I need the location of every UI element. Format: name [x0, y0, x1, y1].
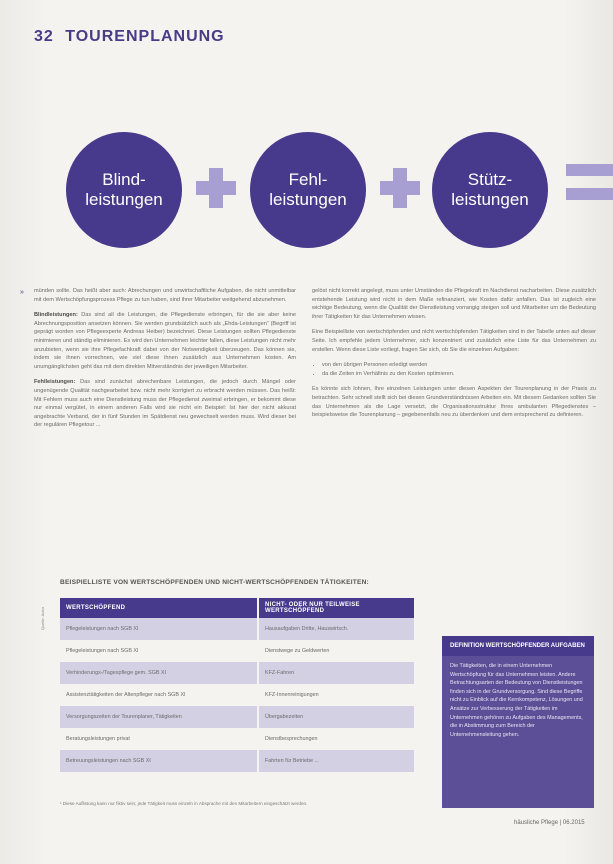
blind-paragraph [34, 311, 296, 371]
bullet-list [312, 361, 596, 378]
table-cell: Versorgungszeiten der Tourenplaner, Tätigkeiten [60, 706, 258, 728]
circle-fehl [250, 132, 366, 248]
table-cell: Assistenztätigkeiten der Altenpfleger nach SGB XI [60, 684, 258, 706]
fehl-term: Fehlleistungen: [34, 379, 76, 386]
header-wertschoepfend: WERTSCHÖPFEND [60, 598, 258, 618]
fehl-paragraph [34, 378, 296, 430]
table-row [60, 728, 415, 750]
page-header [34, 28, 225, 46]
table-cell: KFZ-Innenreinigungen [258, 684, 415, 706]
table-source: Quelle: Autor [40, 606, 45, 630]
table-row [60, 750, 415, 772]
right-paragraph-3: Es könnte sich lohnen, Ihre einzelnen Leistungen unter diesen Aspekten der Tourenplanung in der Praxis zu betrachten. Sehr schnell stellt sich bei diesen Grundverständnissen Arbeiten ein. Mit diesem Gedanken sollten Sie das Unternehmen als die Lage versetzt, die Organisationsstruktur Ihres ambulanten Pflegedienstes – beispielsweise die Tourenplanung – gegebenenfalls neu zu überdenken und dem entsprechend zu definieren. [312, 386, 596, 419]
blind-text: Das sind all die Leistungen, die Pflegedienste erbringen, für die sie aber keine Abrechnungsposition ansetzen können. Sie werden grundsätzlich auch als „Ehda-Leistungen“ (Begriff ist geprägt worden von Pflegeexperte Andreas Heiber) bezeichnet. Diese Leistungen sollten Pflegedienste minimieren und ständig eliminieren. Es wird den Unternehmen leichter fallen, diese Leistungen nicht mehr anzubieten, wenn sie ihre Pflegefachkraft dabei von der Notwendigkeit überzeugen. Das können sie, indem sie ihnen vorrechnen, wie viel diese ihnen zusätzlich aus Unternehmen kosten. Am unumgänglichsten geht das mit dem direkten Mitverständnis der jeweiligen Mitarbeiter. [34, 312, 297, 370]
header-nicht-wertschoepfend: NICHT- ODER NUR TEILWEISE WERTSCHÖPFEND [258, 598, 415, 618]
table-cell: Beratungsleistungen privat [60, 728, 258, 750]
table-cell: Dienstwege zu Geldwerten [258, 640, 415, 662]
circle-fehl-line1: Fehl- [288, 170, 328, 189]
table-row [60, 684, 415, 706]
blind-term: Blindleistungen: [34, 312, 78, 319]
definition-box [442, 636, 594, 808]
circle-blind [66, 132, 182, 248]
intro-paragraph: münden sollte. Das heißt aber auch: Abrechungen und unwirtschaftliche Aufgaben, die nicht unmittelbar mit dem Wertschöpfungsprozess Pflege zu tun haben, sind ihrer Mitarbeiter weitgehend abzunehmen. [34, 288, 296, 303]
table-header-row [60, 598, 415, 618]
circle-stuetz [432, 132, 548, 248]
activities-table [60, 598, 416, 772]
right-paragraph-2: Eine Beispielliste von wertschöpfenden und nicht wertschöpfenden Tätigkeiten sind in der Tabelle unten auf dieser Seite. Ich empfehle jedem Unternehmer, sich konzentriert und zusätzlich eine Liste für das Unternehmen zu erstellen. Wenn diese Liste vorliegt, fragen Sie sich, ob Sie die einzelnen Aufgaben: [312, 329, 596, 353]
table-cell: Übergabezeiten [258, 706, 415, 728]
table-cell: Pflegeleistungen nach SGB XI [60, 618, 258, 640]
text-column-left [34, 287, 296, 437]
table-row [60, 706, 415, 728]
table-row [60, 618, 415, 640]
table-cell: Fahrten für Betriebe ... [258, 750, 415, 772]
list-item: • da die Zeiten im Verhältnis zu den Kosten optimieren. [322, 370, 596, 379]
plus-icon [380, 168, 420, 208]
table-row [60, 662, 415, 684]
table-cell: Hausaufgaben Dritte, Hauswirtsch. [258, 618, 415, 640]
chapter-title: TOURENPLANUNG [65, 28, 225, 45]
fehl-text: Das sind zunächst abrechenbare Leistungen, die jedoch durch Mängel oder ungenügende Qualität nachgearbeitet bzw. nicht mehr korrigiert zu erbracht werden müssen. Das heißt: Mit Fehlern muss auch eine Dienstleistung muss der Pflegedienst zweimal erbringen, er bekommt diese nur einmal vergütet, in einem anderen Falls wird sie nicht ein Beispiel: Ist hier der nicht akkurat angebrachte Verband, der in fünf Stunden im Spätdienst neu gewechselt werden muss. Wird dieser bei der regulären Pflegetour ... [34, 379, 296, 429]
table-cell: KFZ-Fahren [258, 662, 415, 684]
table-row [60, 640, 415, 662]
footnote: ¹ Diese Auflistung kann nur fiktiv sein; jede Tätigkeit muss einzeln in Absprache mit den Mitarbeitern eingeschätzt werden. [60, 801, 308, 806]
circle-stuetz-line1: Stütz- [467, 170, 513, 189]
circle-stuetz-line2: leistungen [451, 190, 529, 209]
table-cell: Pflegeleistungen nach SGB XI [60, 640, 258, 662]
right-paragraph-1: gelöst nicht korrekt angelegt, muss unter Umständen die Pflegekraft im Nachdienst nacharbeiten. Diese zusätzlich entstehende Leistung wird nicht in dem Maße refinanziert, wie Kosten dafür anfallen. Das ist zugleich eine wichtige Bedeutung, wenn die Qualität der Dienstleistung vorrangig steigen soll und Mitarbeiter um die Bedeutung ihrer Tätigkeiten für das Unternehmen wissen. [312, 288, 596, 320]
folio: häusliche Pflege | 06.2015 [514, 820, 585, 826]
definition-text: Die Tätigkeiten, die in einem Unternehmen Wertschöpfung für das Unternehmen leisten. Andere Betrachtungsarten der Bedeutung von Dienstleistungen finden sich in der Grundversorgung. Sind diese Begriffe nicht zu Einblick auf die Kernkompetenz, Lösungen und Ansätze zur Verbesserung der Tätigkeiten im Unternehmen gehören zu Aufgaben des Managements, die in Abstimmung zum Bereich der Unternehmensleitung gehen. [450, 663, 583, 738]
continuation-arrow-icon: » [20, 289, 24, 296]
text-column-right [312, 287, 596, 427]
equals-icon [566, 164, 613, 208]
table-cell: Verhinderungs-/Tagespflege gem. SGB XI [60, 662, 258, 684]
table-cell: Dienstbesprechungen [258, 728, 415, 750]
circle-blind-line2: leistungen [85, 190, 163, 209]
plus-icon [196, 168, 236, 208]
definition-title: DEFINITION WERTSCHÖPFENDER AUFGABEN [442, 636, 594, 656]
page-number: 32 [34, 28, 54, 45]
circle-blind-line1: Blind- [102, 170, 146, 189]
list-item: • von den übrigen Personen erledigt werden [322, 361, 596, 370]
table-cell: Betreuungsleistungen nach SGB XI [60, 750, 258, 772]
circle-fehl-line2: leistungen [269, 190, 347, 209]
table-title: BEISPIELLISTE VON WERTSCHÖPFENDEN UND NICHT-WERTSCHÖPFENDEN TÄTIGKEITEN: [60, 579, 369, 586]
